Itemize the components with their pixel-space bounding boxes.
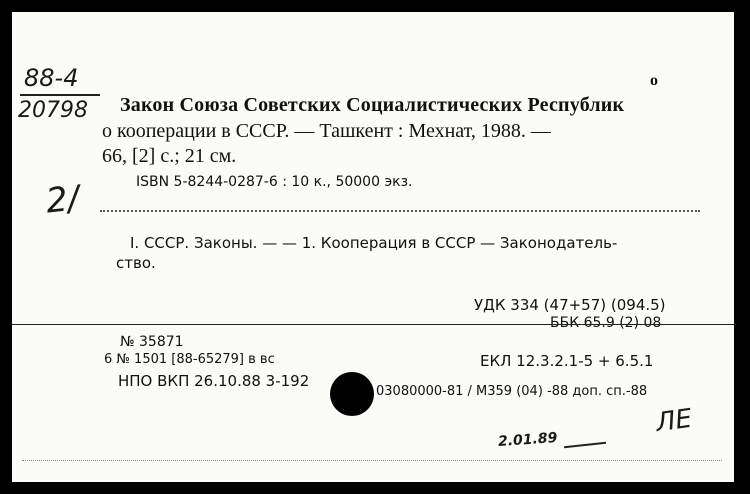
subjects-line-2: ство. <box>116 254 156 272</box>
dotted-separator-1 <box>100 210 700 212</box>
punch-hole <box>330 372 374 416</box>
subjects-line-1: I. СССР. Законы. — — 1. Кооперация в СССР — Законодатель- <box>130 234 618 252</box>
ekl-code: ЕКЛ 12.3.2.1-5 + 6.5.1 <box>480 352 654 370</box>
shelfmark-divider <box>20 94 100 96</box>
isbn-line: ISBN 5-8244-0287-6 : 10 к., 50000 экз. <box>136 174 413 190</box>
udk-code: УДК 334 (47+57) (094.5) <box>474 296 666 314</box>
title-line-1: Закон Союза Советских Социалистических Республик <box>120 94 625 116</box>
date-note: 2.01.89 <box>497 429 558 451</box>
publisher-code: 03080000-81 / М359 (04) -88 доп. сп.-88 <box>376 384 648 399</box>
title-line-3: 66, [2] с.; 21 см. <box>102 145 237 167</box>
shelfmark-bottom: 20798 <box>18 98 88 123</box>
npo-line: НПО ВКП 26.10.88 3-192 <box>118 372 310 390</box>
margin-note: 2/ <box>44 178 82 222</box>
order-number: № 35871 <box>120 334 184 350</box>
initials: ЛЕ <box>654 403 694 439</box>
order-line: 6 № 1501 [88-65279] в вс <box>104 352 275 367</box>
shelfmark-top: 88-4 <box>24 64 79 92</box>
title-line-2: о кооперации в СССР. — Ташкент : Мехнат, 1988. — <box>102 120 551 142</box>
catalog-card <box>12 12 734 482</box>
date-scribble <box>564 442 606 448</box>
dotted-separator-2 <box>22 460 722 461</box>
horizontal-divider <box>12 324 734 325</box>
bbk-code: ББК 65.9 (2) 08 <box>550 315 662 331</box>
corner-mark: о <box>650 72 658 89</box>
